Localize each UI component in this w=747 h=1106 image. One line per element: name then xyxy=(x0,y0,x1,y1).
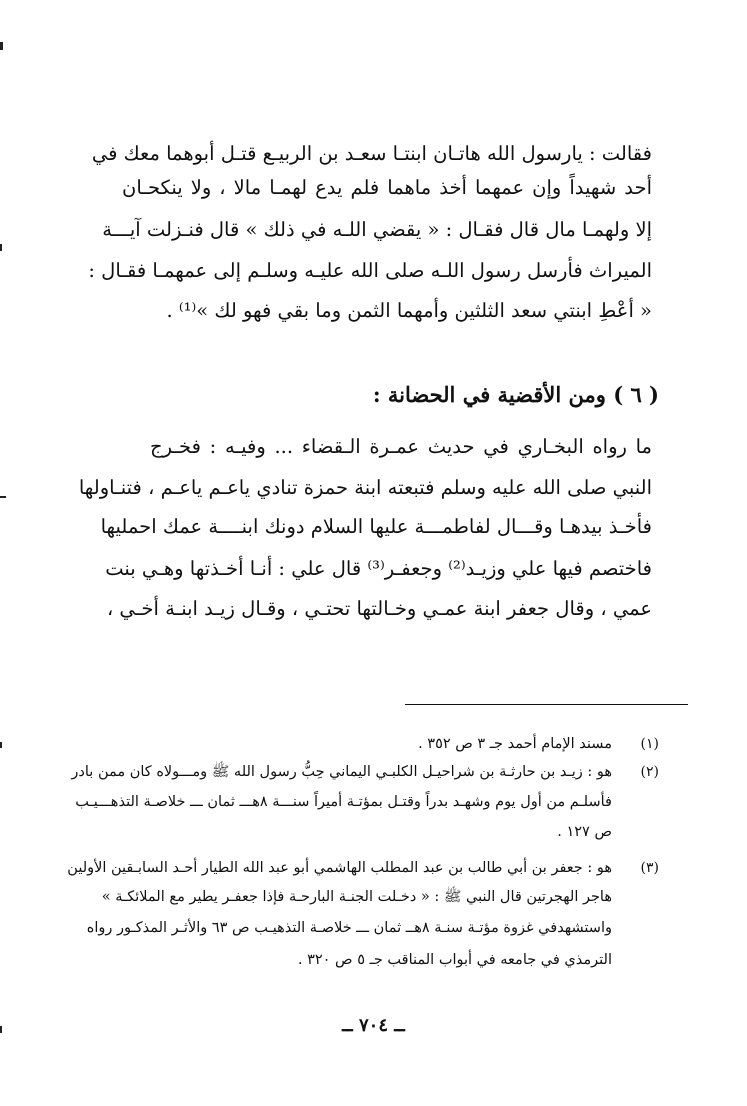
body-line: عمي ، وقال جعفر ابنة عمـي وخـالتها تحتـي ، وقـال زيـد ابنـة أخـي ، xyxy=(106,597,652,620)
footnote-line: واستشهدفي غزوة مؤتـة سنـة ٨هــ ثمان ـــ خلاصـة التذهيـب ص ٦٣ والأثـر المذكـور رواه xyxy=(86,920,612,936)
body-line: الميراث فأرسل رسول اللـه صلى الله عليـه وسلـم إلى عمهمـا فقـال : xyxy=(88,259,652,282)
body-line: ما رواه البخـاري في حديث عمـرة الـقضاء ... وفيـه : فخـرج xyxy=(150,435,652,458)
body-line: إلا ولهمـا مال قال فقـال : « يقضي اللـه في ذلك » قال فنـزلت آيـــة xyxy=(102,218,652,241)
footnote-line: هو : زيـد بن حارثـة بن شراحيـل الكلبـي اليماني حِبُّ رسول الله ﷺ ومـــولاه كان ممن بادر xyxy=(71,764,612,780)
scan-edge-mark xyxy=(0,244,2,251)
footnote-line: فأسلـم من أول يوم وشهـد بدراً وقتـل بمؤتـة أميراً سنـــة ٨هـــ ثمان ـــ خلاصـة التذهـــيـب xyxy=(75,794,612,810)
scan-edge-mark xyxy=(0,1026,2,1033)
footnote-separator xyxy=(405,704,688,705)
footnote-line: الترمذي في جامعه في أبواب المناقب جـ ٥ ص ٣٢٠ . xyxy=(297,952,612,968)
section-heading: ( ٦ ) ومن الأقضية في الحضانة : xyxy=(372,382,659,407)
footnote-number: (٣) xyxy=(640,860,659,876)
body-line: فقالت : يارسول الله هاتـان ابنتـا سعـد بن الربيـع قتـل أبوهما معك في xyxy=(91,142,652,165)
footnote-line: ص ١٢٧ . xyxy=(557,824,612,840)
scan-edge-mark xyxy=(0,496,6,498)
scan-edge-mark xyxy=(0,742,2,748)
body-line: فأخـذ بيدهـا وقـــال لفاطمـــة عليها السلام دونك ابنــــة عمك احمليها xyxy=(100,515,652,538)
body-line: أحد شهيداً وإن عمهما أخذ ماهما فلم يدع لهمـا مالا ، ولا ينكحـان xyxy=(122,176,652,199)
footnote-number: (١) xyxy=(640,736,659,752)
body-line: فاختصم فيها علي وزيـد⁽²⁾ وجعفـر⁽³⁾ قال علي : أنـا أخـذتها وهـي بنت xyxy=(105,557,652,580)
body-line: « أعْطِ ابنتي سعد الثلثين وأمهما الثمن وما بقي فهو لك »⁽¹⁾ . xyxy=(166,299,652,322)
scan-edge-mark xyxy=(0,42,3,50)
footnote-number: (٢) xyxy=(640,764,659,780)
footnote-line: مسند الإمام أحمد جـ ٣ ص ٣٥٢ . xyxy=(418,736,612,752)
footnote-line: هو : جعفر بن أبي طالب بن عبد المطلب الهاشمي أبو عبد الله الطيار أحـد السابـقين الأولين xyxy=(67,860,612,876)
page-number: ــ ٧٠٤ ــ xyxy=(342,1015,405,1036)
footnote-line: هاجر الهجرتين قال النبي ﷺ : « دخـلت الجنـة البارحـة فإذا جعفـر يطير مع الملائكـة » xyxy=(101,889,612,905)
body-line: النبي صلى الله عليه وسلم فتبعته ابنة حمزة تنادي ياعـم ياعـم ، فتنـاولها xyxy=(78,476,652,499)
